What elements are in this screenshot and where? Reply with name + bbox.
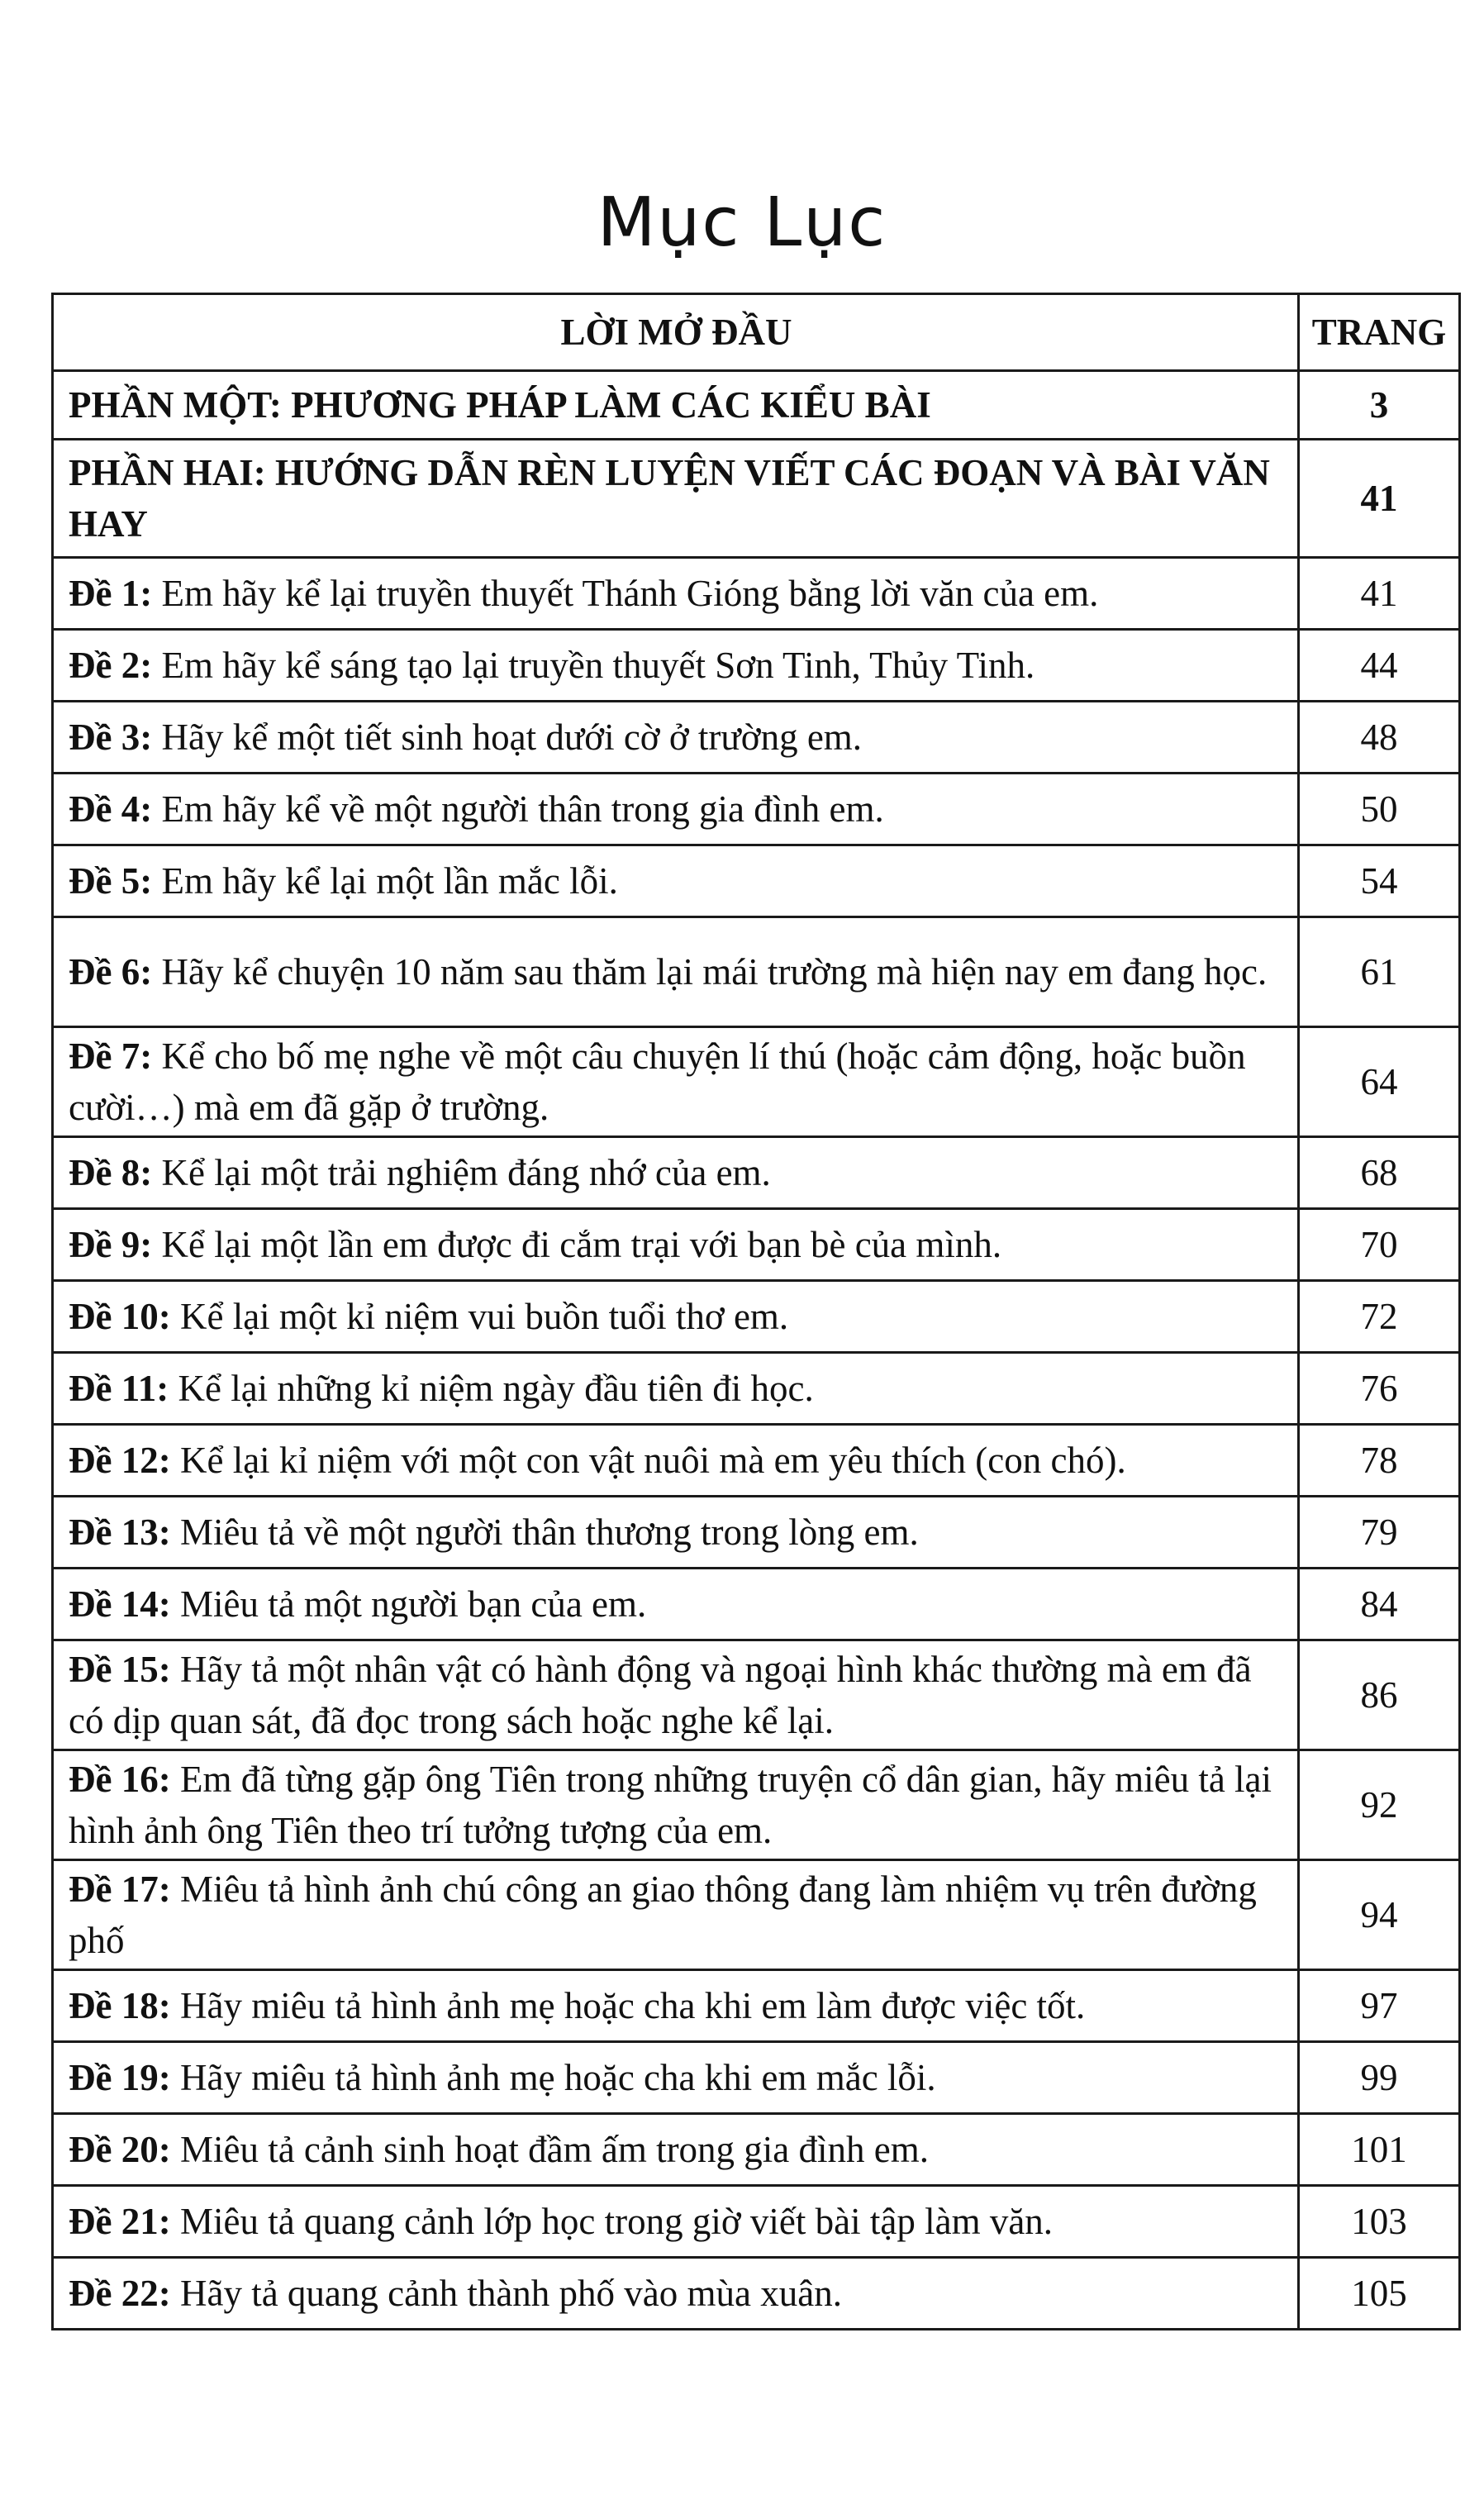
entry-title (53, 1209, 1299, 1281)
toc-entry-row (53, 1027, 1460, 1137)
entry-label: Đề 20: (69, 2129, 171, 2170)
toc-entry-row (53, 2258, 1460, 2330)
entry-label: Đề 7: (69, 1035, 153, 1077)
toc-entry-row (53, 1137, 1460, 1209)
table-of-contents (51, 293, 1461, 2330)
page-number: 44 (1299, 630, 1460, 702)
page-number: 48 (1299, 702, 1460, 774)
entry-title (53, 1970, 1299, 2042)
entry-text: Miêu tả quang cảnh lớp học trong giờ viết bài tập làm văn. (179, 2201, 1054, 2242)
page-number: 99 (1299, 2042, 1460, 2114)
toc-entry-row (53, 845, 1460, 917)
entry-title (53, 2186, 1299, 2258)
entry-text: Hãy tả quang cảnh thành phố vào mùa xuân. (179, 2273, 842, 2314)
entry-title (53, 1027, 1299, 1137)
entry-text: Miêu tả hình ảnh chú công an giao thông đang làm nhiệm vụ trên đường phố (69, 1869, 1257, 1961)
toc-entry-row (53, 1497, 1460, 1569)
entry-text: Kể lại một lần em được đi cắm trại với bạn bè của mình. (161, 1224, 1002, 1265)
entry-title (53, 1640, 1299, 1750)
entry-label: Đề 18: (69, 1985, 171, 2026)
entry-text: Hãy kể một tiết sinh hoạt dưới cờ ở trường em. (161, 717, 863, 758)
entry-text: Kể cho bố mẹ nghe về một câu chuyện lí thú (hoặc cảm động, hoặc buồn cười…) mà em đã gặp ở trường. (69, 1035, 1246, 1128)
entry-text: Hãy miêu tả hình ảnh mẹ hoặc cha khi em mắc lỗi. (179, 2057, 936, 2098)
entry-title (53, 1353, 1299, 1425)
entry-text: Kể lại những kỉ niệm ngày đầu tiên đi học. (178, 1368, 814, 1409)
entry-label: Đề 21: (69, 2201, 171, 2242)
page-number: 68 (1299, 1137, 1460, 1209)
entry-label: Đề 17: (69, 1869, 171, 1910)
entry-label: Đề 15: (69, 1649, 171, 1690)
entry-text: Hãy kể chuyện 10 năm sau thăm lại mái trường mà hiện nay em đang học. (161, 951, 1268, 993)
page-number: 94 (1299, 1860, 1460, 1970)
entry-title (53, 1569, 1299, 1640)
page-number: 41 (1299, 440, 1460, 558)
page-number: 105 (1299, 2258, 1460, 2330)
toc-entry-row (53, 1425, 1460, 1497)
page-number: 86 (1299, 1640, 1460, 1750)
page-number: 50 (1299, 774, 1460, 845)
entry-text: Em đã từng gặp ông Tiên trong những truyện cổ dân gian, hãy miêu tả lại hình ảnh ông Tiên theo trí tưởng tượng của em. (69, 1759, 1272, 1851)
page-number: 84 (1299, 1569, 1460, 1640)
entry-label: Đề 12: (69, 1440, 171, 1481)
page-title: Mục Lục (597, 183, 887, 262)
entry-label: Đề 8: (69, 1152, 153, 1193)
entry-text: Em hãy kể về một người thân trong gia đình em. (161, 788, 884, 830)
page-number: 3 (1299, 371, 1460, 440)
page-number: 64 (1299, 1027, 1460, 1137)
entry-title (53, 917, 1299, 1027)
page-column-header: TRANG (1299, 294, 1460, 371)
toc-entry-row (53, 2114, 1460, 2186)
entry-label: Đề 3: (69, 717, 153, 758)
entry-title (53, 2114, 1299, 2186)
toc-entry-row (53, 1209, 1460, 1281)
entry-label: Đề 10: (69, 1296, 171, 1337)
entry-title (53, 774, 1299, 845)
page-number: 97 (1299, 1970, 1460, 2042)
entry-label: Đề 5: (69, 860, 153, 902)
intro-heading: LỜI MỞ ĐẦU (53, 294, 1299, 371)
entry-label: Đề 2: (69, 645, 153, 686)
toc-entry-row (53, 1353, 1460, 1425)
toc-part-row (53, 440, 1460, 558)
entry-title (53, 558, 1299, 630)
toc-entry-row (53, 1640, 1460, 1750)
entry-text: Hãy miêu tả hình ảnh mẹ hoặc cha khi em làm được việc tốt. (179, 1985, 1086, 2026)
toc-entry-row (53, 702, 1460, 774)
entry-text: Em hãy kể sáng tạo lại truyền thuyết Sơn Tinh, Thủy Tinh. (161, 645, 1035, 686)
part-title: PHẦN HAI: HƯỚNG DẪN RÈN LUYỆN VIẾT CÁC ĐOẠN VÀ BÀI VĂN HAY (53, 440, 1299, 558)
page-number: 103 (1299, 2186, 1460, 2258)
entry-title (53, 702, 1299, 774)
entry-label: Đề 16: (69, 1759, 171, 1800)
entry-text: Em hãy kể lại một lần mắc lỗi. (161, 860, 618, 902)
toc-entry-row (53, 774, 1460, 845)
part-title: PHẦN MỘT: PHƯƠNG PHÁP LÀM CÁC KIỂU BÀI (53, 371, 1299, 440)
entry-title (53, 2258, 1299, 2330)
entry-label: Đề 11: (69, 1368, 169, 1409)
entry-label: Đề 22: (69, 2273, 171, 2314)
entry-text: Miêu tả cảnh sinh hoạt đầm ấm trong gia đình em. (179, 2129, 930, 2170)
entry-text: Kể lại một trải nghiệm đáng nhớ của em. (161, 1152, 771, 1193)
entry-text: Miêu tả một người bạn của em. (179, 1583, 647, 1625)
toc-part-row (53, 371, 1460, 440)
entry-label: Đề 9: (69, 1224, 153, 1265)
page-number: 72 (1299, 1281, 1460, 1353)
toc-entry-row (53, 1750, 1460, 1860)
entry-title (53, 1281, 1299, 1353)
toc-entry-row (53, 630, 1460, 702)
entry-label: Đề 19: (69, 2057, 171, 2098)
toc-entry-row (53, 558, 1460, 630)
entry-text: Em hãy kể lại truyền thuyết Thánh Gióng bằng lời văn của em. (161, 573, 1099, 614)
toc-entry-row (53, 1281, 1460, 1353)
entry-label: Đề 6: (69, 951, 153, 993)
page-number: 78 (1299, 1425, 1460, 1497)
entry-title (53, 845, 1299, 917)
entry-title (53, 1750, 1299, 1860)
page-number: 79 (1299, 1497, 1460, 1569)
page-number: 76 (1299, 1353, 1460, 1425)
entry-text: Kể lại kỉ niệm với một con vật nuôi mà em yêu thích (con chó). (179, 1440, 1126, 1481)
entry-label: Đề 1: (69, 573, 153, 614)
entry-label: Đề 14: (69, 1583, 171, 1625)
entry-title (53, 1137, 1299, 1209)
entry-text: Kể lại một kỉ niệm vui buồn tuổi thơ em. (179, 1296, 789, 1337)
toc-entry-row (53, 1970, 1460, 2042)
entry-title (53, 630, 1299, 702)
toc-entry-row (53, 1860, 1460, 1970)
entry-title (53, 1860, 1299, 1970)
page-number: 54 (1299, 845, 1460, 917)
page-number: 61 (1299, 917, 1460, 1027)
entry-title (53, 1497, 1299, 1569)
toc-entry-row (53, 2186, 1460, 2258)
page-number: 70 (1299, 1209, 1460, 1281)
page-number: 92 (1299, 1750, 1460, 1860)
page-number: 41 (1299, 558, 1460, 630)
toc-entry-row (53, 2042, 1460, 2114)
entry-title (53, 1425, 1299, 1497)
page-number: 101 (1299, 2114, 1460, 2186)
entry-text: Miêu tả về một người thân thương trong lòng em. (179, 1512, 919, 1553)
toc-header-row (53, 294, 1460, 371)
toc-entry-row (53, 1569, 1460, 1640)
entry-title (53, 2042, 1299, 2114)
toc-entry-row (53, 917, 1460, 1027)
entry-label: Đề 13: (69, 1512, 171, 1553)
entry-label: Đề 4: (69, 788, 153, 830)
entry-text: Hãy tả một nhân vật có hành động và ngoại hình khác thường mà em đã có dịp quan sát, đã đọc trong sách hoặc nghe kể lại. (69, 1649, 1252, 1741)
